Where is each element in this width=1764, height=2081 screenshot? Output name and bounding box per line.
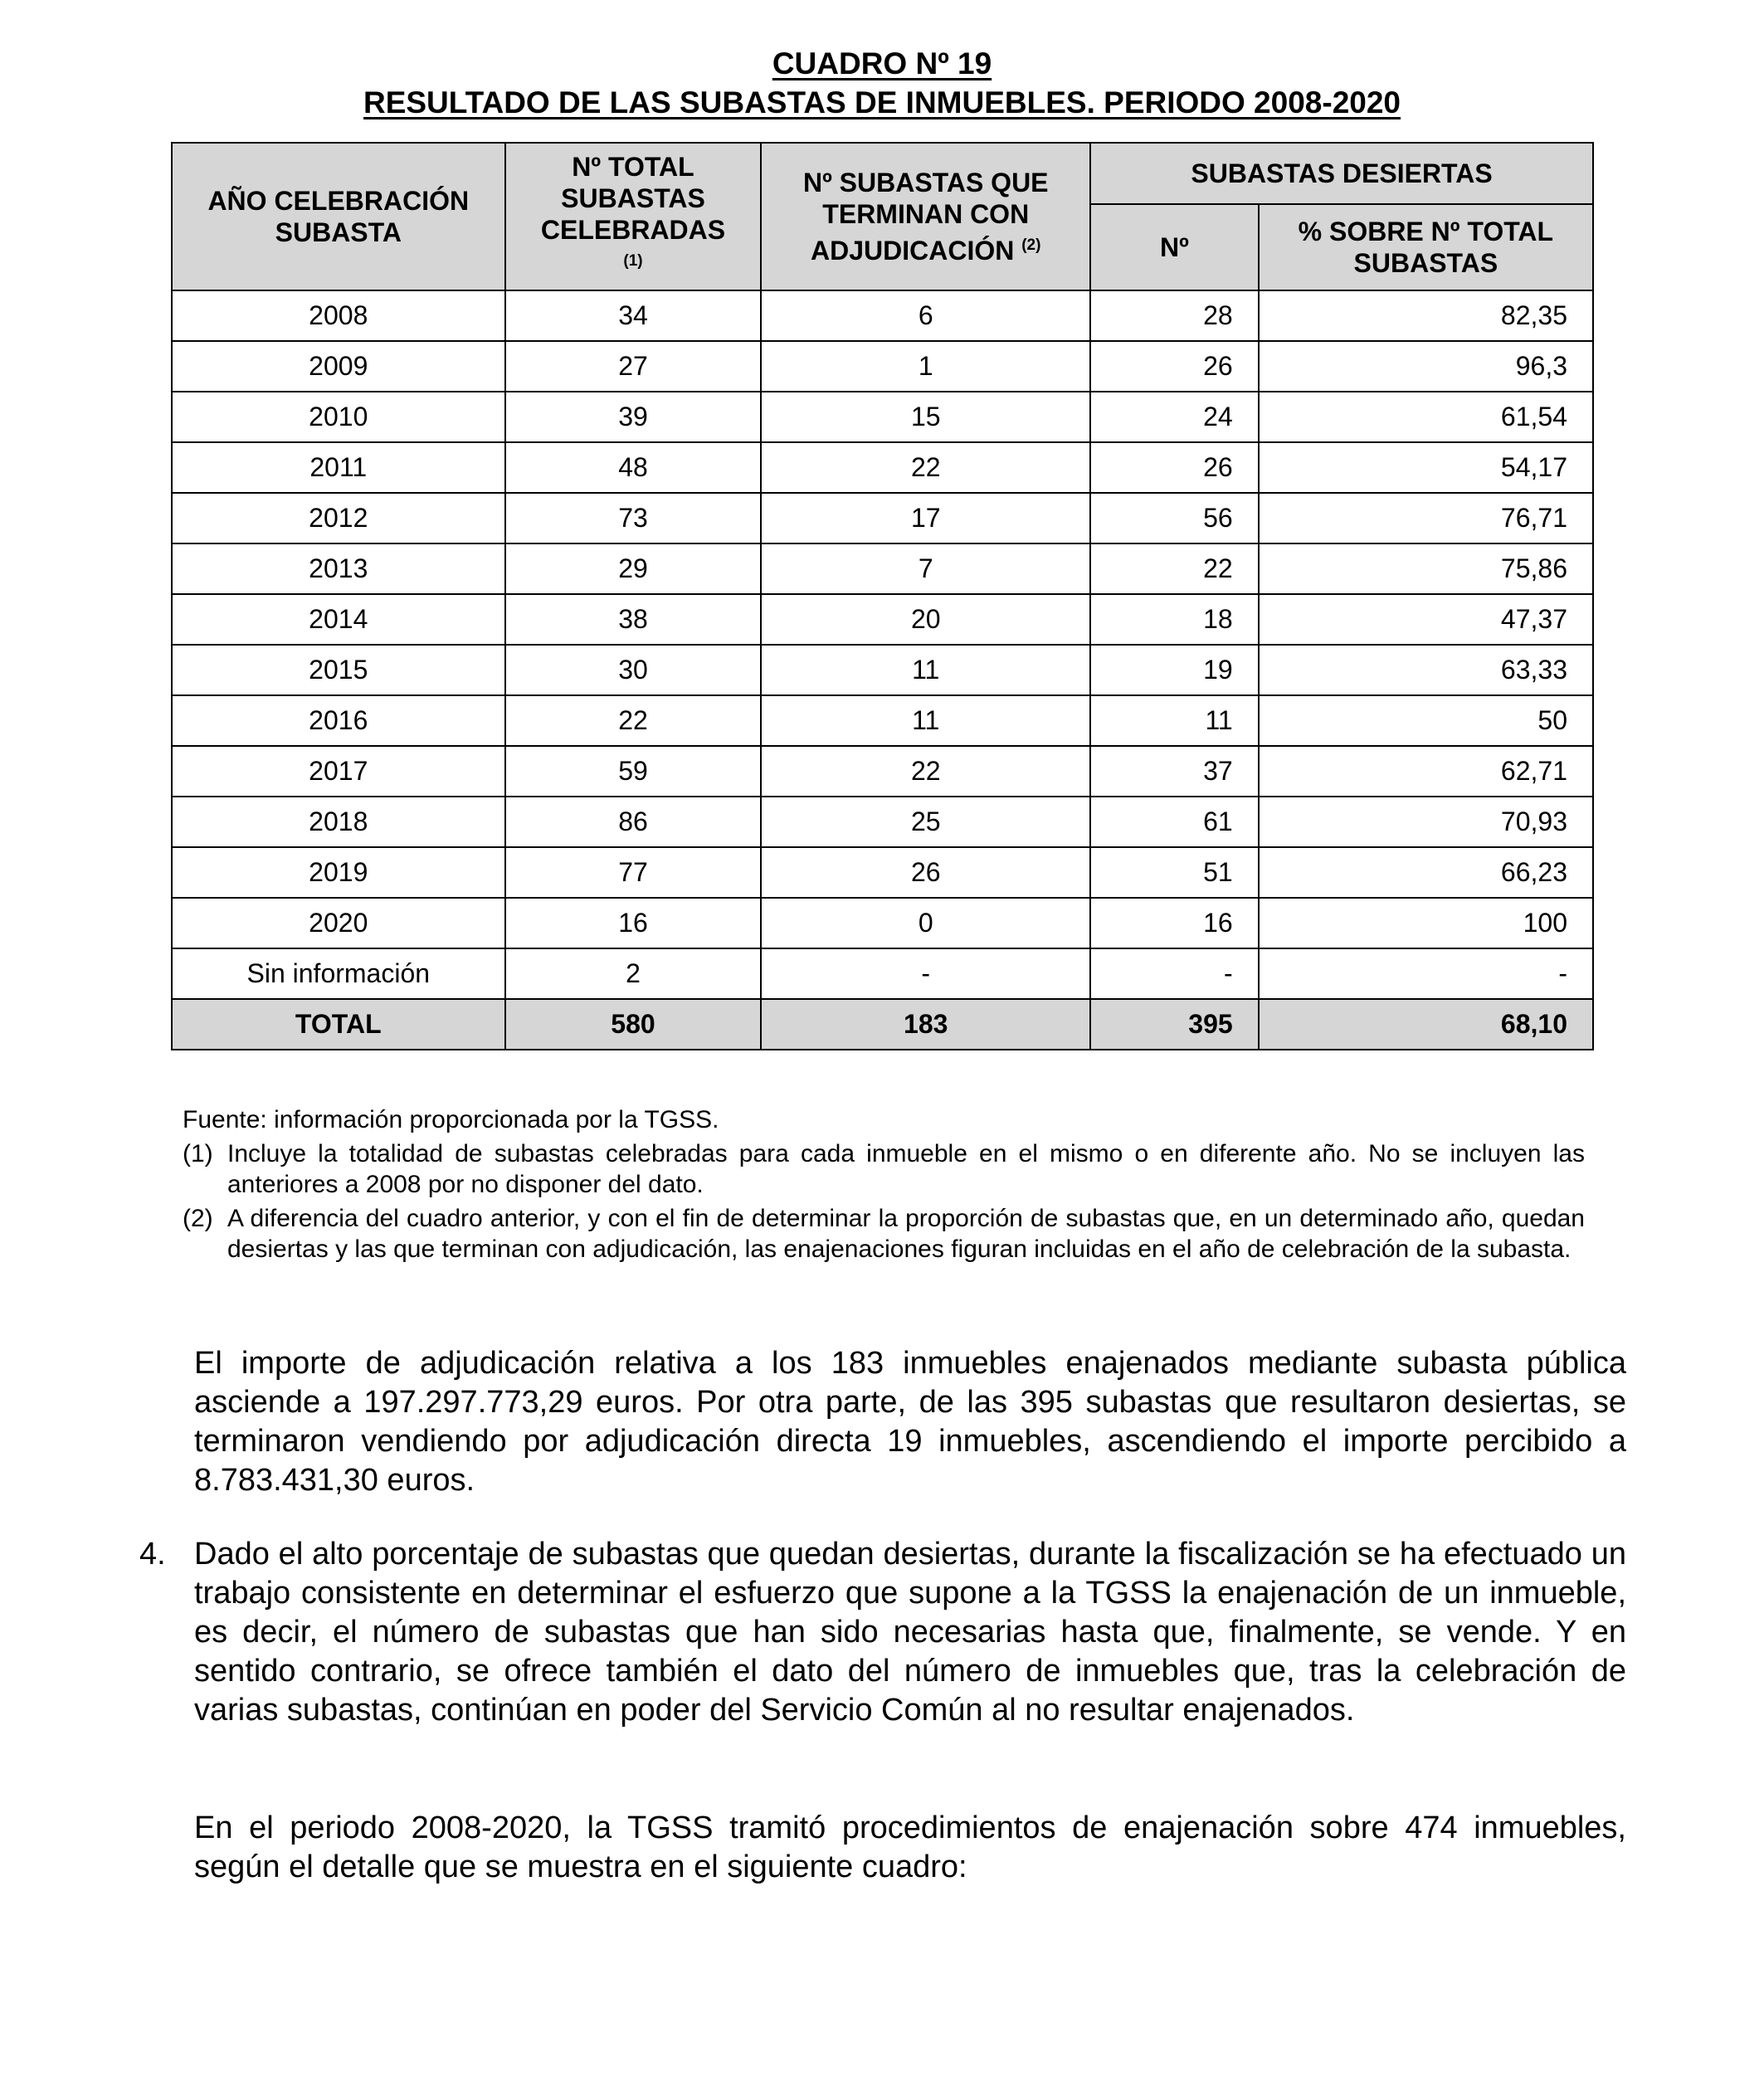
header-total: Nº TOTAL SUBASTAS CELEBRADAS $^{(1)}$: [505, 143, 762, 290]
table-row: 2008 34 6 28 82,35: [172, 290, 1593, 341]
footnote-1: (1) Incluye la totalidad de subastas celebradas para cada inmueble en el mismo o en diferente año. No se incluyen las anteriores a 2008 por no disponer del dato.: [183, 1140, 1585, 1198]
source-note: Fuente: información proporcionada por la TGSS.: [183, 1106, 719, 1133]
table-notes: [183, 1104, 1585, 1265]
footnote-2: (2) A diferencia del cuadro anterior, y con el fin de determinar la proporción de subastas que, en un determinado año, quedan desiertas y las que terminan con adjudicación, las enajenaciones figuran incluidas en el año de celebración de la subasta.: [183, 1205, 1585, 1263]
table-row: 2010 39 15 24 61,54: [172, 392, 1593, 442]
table-row: 2012 73 17 56 76,71: [172, 493, 1593, 543]
header-year: AÑO CELEBRACIÓN SUBASTA: [172, 143, 505, 290]
table-number-title: CUADRO Nº 19: [772, 46, 992, 80]
header-deserted-n: Nº: [1090, 204, 1259, 290]
table-caption: RESULTADO DE LAS SUBASTAS DE INMUEBLES. PERIODO 2008-2020: [363, 85, 1401, 119]
table-row: 2017 59 22 37 62,71: [172, 746, 1593, 797]
table-row: 2011 48 22 26 54,17: [172, 442, 1593, 493]
header-adjudicated-note: (2): [1021, 236, 1041, 254]
header-total-note: (1): [623, 252, 643, 270]
header-deserted-group: SUBASTAS DESIERTAS: [1090, 143, 1593, 204]
header-deserted-pct: % SOBRE Nº TOTAL SUBASTAS: [1259, 204, 1593, 290]
table-row: 2016 22 11 11 50: [172, 695, 1593, 746]
paragraph-item-4: Dado el alto porcentaje de subastas que quedan desiertas, durante la fiscalización se ha efectuado un trabajo consistente en determinar el esfuerzo que supone a la TGSS la enajenación de un inmueble, es decir, el número de subastas que han sido necesarias hasta que, finalmente, se vende. Y en sentido contrario, se ofrece también el dato del número de inmuebles que, tras la celebración de varias subastas, continúan en poder del Servicio Común al no resultar enajenados.: [194, 1537, 1626, 1728]
table-row: Sin información 2 - - -: [172, 948, 1593, 999]
paragraph-period: En el periodo 2008-2020, la TGSS tramitó procedimientos de enajenación sobre 474 inmuebles, según el detalle que se muestra en el siguiente cuadro:: [194, 1811, 1626, 1884]
paragraph-adjudication: El importe de adjudicación relativa a los 183 inmuebles enajenados mediante subasta pública asciende a 197.297.773,29 euros. Por otra parte, de las 395 subastas que resultaron desiertas, se terminaron vendiendo por adjudicación directa 19 inmuebles, ascendiendo el importe percibido a 8.783.431,30 euros.: [194, 1346, 1626, 1498]
table-row: 2019 77 26 51 66,23: [172, 847, 1593, 898]
table-row: 2009 27 1 26 96,3: [172, 341, 1593, 392]
table-row: 2015 30 11 19 63,33: [172, 645, 1593, 695]
header-adjudicated: Nº SUBASTAS QUE TERMINAN CON ADJUDICACIÓN $^{(2)}$: [761, 143, 1090, 290]
auctions-table: [171, 142, 1594, 1050]
table-row: 2014 38 20 18 47,37: [172, 594, 1593, 645]
table-row: 2013 29 7 22 75,86: [172, 543, 1593, 594]
table-row: 2018 86 25 61 70,93: [172, 797, 1593, 847]
total-row: TOTAL 580 183 395 68,10: [172, 999, 1593, 1050]
item-number: 4.: [139, 1537, 166, 1572]
table-row: 2020 16 0 16 100: [172, 898, 1593, 948]
